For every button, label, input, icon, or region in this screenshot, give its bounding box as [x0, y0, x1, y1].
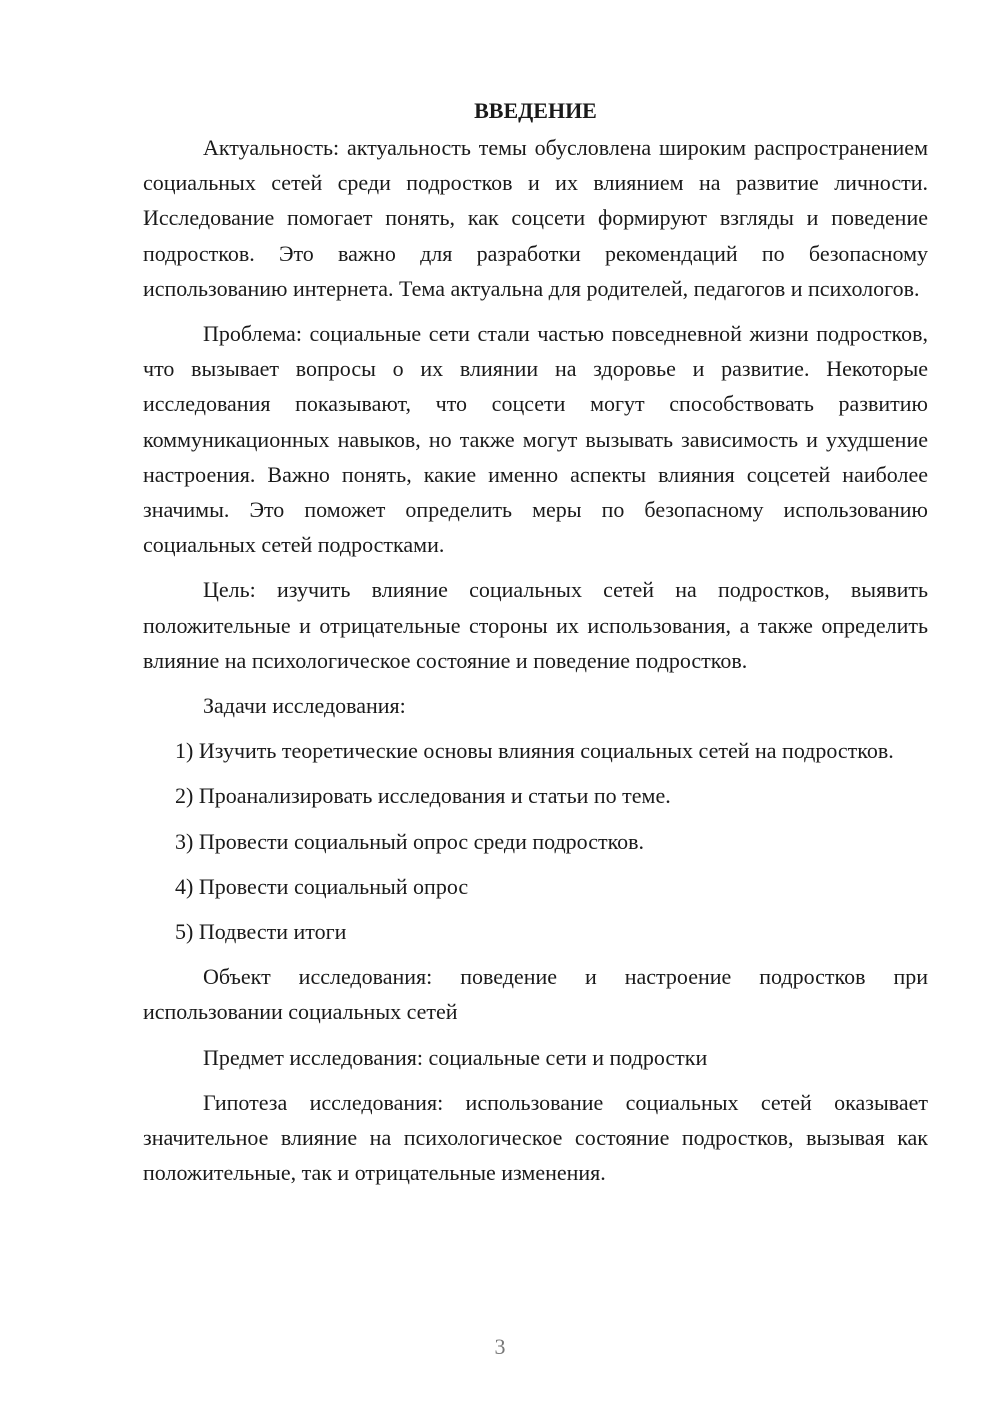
task-item: 2) Проанализировать исследования и статьи по теме. [175, 783, 671, 809]
task-item: 4) Провести социальный опрос [175, 873, 469, 899]
research-subject-paragraph: Предмет исследования: социальные сети и подростки [203, 1044, 708, 1070]
page-number: 3 [494, 1334, 506, 1359]
hypothesis-paragraph: Гипотеза исследования: использование социальных сетей оказывает значительное влияние на психологическое состояние подростков, вызывая как положительные, так и отрицательные изменения. [143, 1089, 928, 1186]
document-page [143, 96, 928, 1200]
research-object-paragraph: Объект исследования: поведение и настроение подростков при использовании социальных сетей [143, 964, 928, 1025]
section-heading: ВВЕДЕНИЕ [474, 98, 597, 123]
task-item: 3) Провести социальный опрос среди подростков. [175, 828, 645, 854]
goal-paragraph: Цель: изучить влияние социальных сетей на подростков, выявить положительные и отрицательные стороны их использования, а также определить влияние на психологическое состояние и поведение подростков. [143, 577, 928, 673]
problem-paragraph: Проблема: социальные сети стали частью повседневной жизни подростков, что вызывает вопросы о их влиянии на здоровье и развитие. Некоторые исследования показывают, что соцсети могут способствовать развитию коммуникационных навыков, но также могут вызывать зависимость и ухудшение настроения. Важно понять, какие именно аспекты влияния соцсетей наиболее значимы. Это поможет определить меры по безопасному использованию социальных сетей подростками. [143, 321, 928, 558]
task-item: 5) Подвести итоги [175, 919, 347, 945]
tasks-heading: Задачи исследования: [203, 693, 406, 719]
task-item: 1) Изучить теоретические основы влияния социальных сетей на подростков. [175, 738, 894, 764]
relevance-paragraph: Актуальность: актуальность темы обусловлена широким распространением социальных сетей среди подростков и их влиянием на развитие личности. Исследование помогает понять, как соцсети формируют взгляды и поведение подростков. Это важно для разработки рекомендаций по безопасному использованию интернета. Тема актуальна для родителей, педагогов и психологов. [143, 135, 928, 301]
